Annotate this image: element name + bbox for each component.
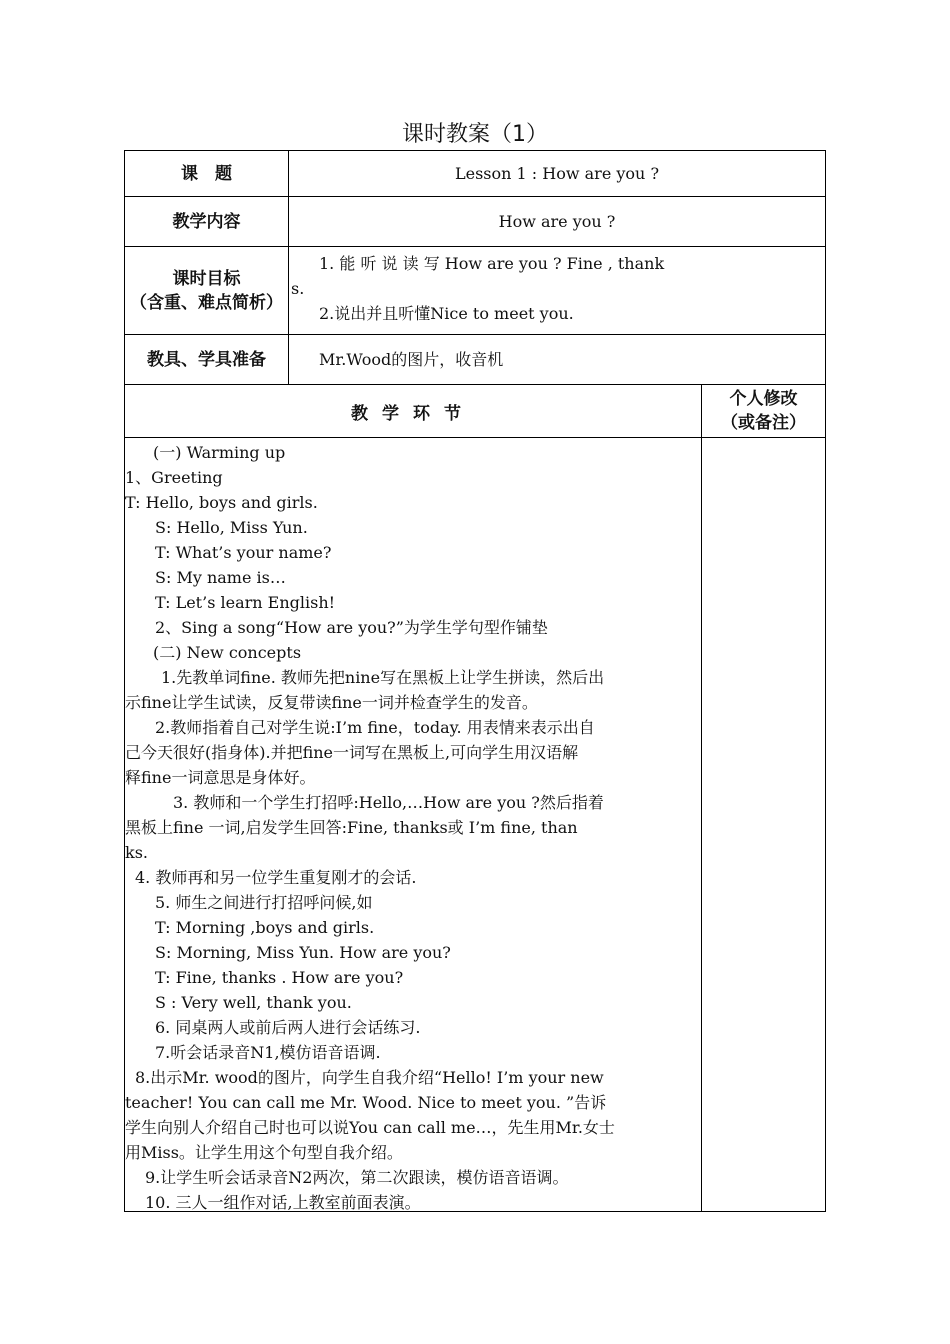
- content-label: [125, 197, 289, 246]
- step-line: T: What’s your name?: [155, 543, 332, 562]
- objectives-label-line2: （含重、难点简析）: [130, 292, 283, 313]
- step-line: 2、Sing a song“How are you?”为学生学句型作铺垫: [155, 618, 548, 637]
- step-line: 6. 同桌两人或前后两人进行会话练习.: [155, 1018, 421, 1037]
- step-line: (一) Warming up: [153, 443, 286, 462]
- topic-row: [124, 150, 826, 197]
- step-line: T: Hello, boys and girls.: [125, 493, 318, 512]
- step-line: 8.出示Mr. wood的图片，向学生自我介绍“Hello! I’m your new: [135, 1068, 604, 1087]
- materials-value: [289, 335, 825, 384]
- document-title: 课时教案（1）: [402, 122, 548, 147]
- step-line: T: Fine, thanks . How are you?: [155, 968, 404, 987]
- step-line: 1.先教单词fine. 教师先把nine写在黑板上让学生拼读，然后出: [161, 668, 605, 687]
- step-line: 示fine让学生试读，反复带读fine一词并检查学生的发音。: [125, 693, 538, 712]
- step-line: 4. 教师再和另一位学生重复刚才的会话.: [135, 868, 417, 887]
- step-line: 用Miss。让学生用这个句型自我介绍。: [125, 1143, 403, 1162]
- lesson-plan-table: [124, 150, 826, 1212]
- topic-label: [125, 151, 289, 196]
- step-line: 1、Greeting: [125, 468, 223, 487]
- objective-1: 1. 能 听 说 读 写 How are you ? Fine , thank: [319, 254, 665, 273]
- step-line: S : Very well, thank you.: [155, 993, 352, 1012]
- objectives-label-line1: 课时目标: [172, 268, 241, 289]
- steps-header-row: [124, 385, 826, 438]
- materials-row: [124, 335, 826, 385]
- materials-label: [125, 335, 289, 384]
- step-line: 10. 三人一组作对话,上教室前面表演。: [145, 1193, 421, 1212]
- step-line: 己今天很好(指身体).并把fine一词写在黑板上,可向学生用汉语解: [125, 743, 579, 762]
- step-line: S: Hello, Miss Yun.: [155, 518, 308, 537]
- step-line: 黑板上fine 一词,启发学生回答:Fine, thanks或 I’m fine, than: [125, 818, 578, 837]
- objectives-label: [125, 247, 289, 334]
- notes-header: [702, 385, 825, 437]
- materials-label-text: 教具、学具准备: [147, 349, 266, 370]
- steps-header: 教学环节: [125, 385, 702, 437]
- notes-header-line2: （或备注）: [721, 413, 806, 433]
- content-row: [124, 197, 826, 247]
- content-value: How are you ?: [498, 212, 616, 231]
- step-line: 5. 师生之间进行打招呼问候,如: [155, 893, 373, 912]
- step-line: (二) New concepts: [153, 643, 302, 662]
- step-line: T: Morning ,boys and girls.: [155, 918, 375, 937]
- notes-column: [702, 438, 825, 1211]
- step-line: 释fine一词意思是身体好。: [125, 768, 316, 787]
- step-line: 9.让学生听会话录音N2两次，第二次跟读，模仿语音语调。: [145, 1168, 569, 1187]
- objective-1-wrap: s.: [291, 279, 305, 298]
- step-line: T: Let’s learn English!: [155, 593, 336, 612]
- topic-label-text: 课 题: [181, 163, 232, 184]
- notes-header-line1: 个人修改: [729, 389, 798, 409]
- objectives-row: [124, 247, 826, 335]
- topic-value: Lesson 1 : How are you ?: [454, 164, 660, 183]
- step-line: 学生向别人介绍自己时也可以说You can call me…，先生用Mr.女士: [125, 1118, 615, 1137]
- step-line: 2.教师指着自己对学生说:I’m fine，today. 用表情来表示出自: [155, 718, 595, 737]
- step-line: 7.听会话录音N1,模仿语音语调.: [155, 1043, 381, 1062]
- steps-body-row: [124, 438, 826, 1212]
- step-line: ks.: [125, 843, 148, 862]
- step-line: S: Morning, Miss Yun. How are you?: [155, 943, 451, 962]
- content-label-text: 教学内容: [172, 211, 241, 232]
- step-line: S: My name is…: [155, 568, 286, 587]
- objective-2: 2.说出并且听懂Nice to meet you.: [319, 304, 574, 323]
- step-line: teacher! You can call me Mr. Wood. Nice to meet you. ”告诉: [125, 1093, 607, 1112]
- teaching-steps: [125, 438, 702, 1211]
- step-line: 3. 教师和一个学生打招呼:Hello,…How are you ?然后指着: [173, 793, 604, 812]
- materials-text: Mr.Wood的图片，收音机: [319, 350, 504, 369]
- objectives-value: [289, 247, 825, 334]
